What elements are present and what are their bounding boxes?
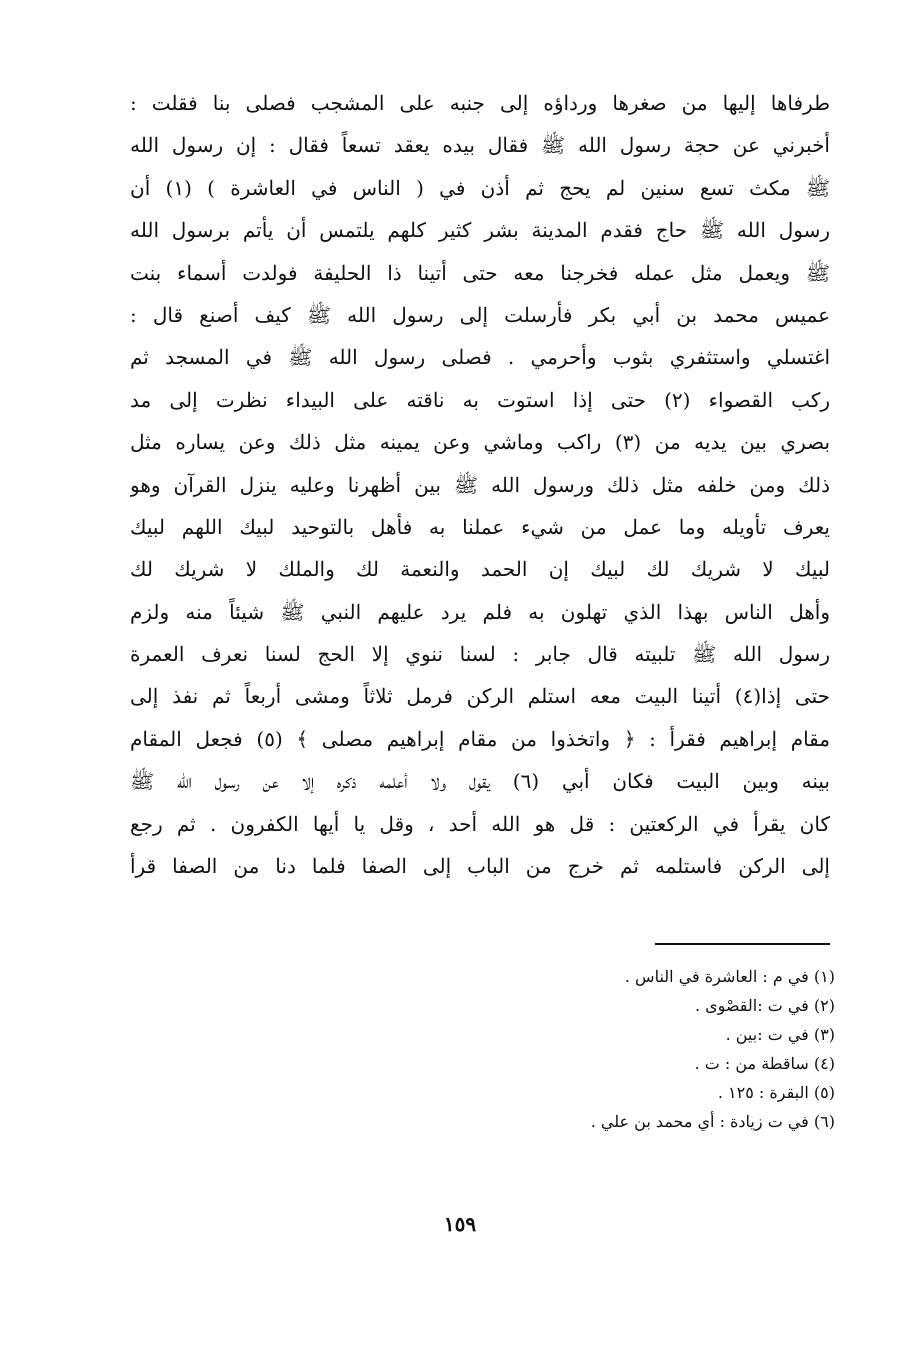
text-line: عميس محمد بن أبي بكر فأرسلت إلى رسول الله ﷺ كيف أصنع قال : — [130, 302, 830, 327]
footnotes — [300, 962, 835, 1136]
text-line: بينه وبين البيت فكان أبي (٦) يقول ولا أعلمه ذكره إلا عن رسول الله ﷺ — [130, 769, 830, 794]
text-line: طرفاها إليها من صغرها ورداؤه إلى جنبه على المشجب فصلى بنا فقلت : — [130, 91, 830, 115]
text-line: مقام إبراهيم فقرأ : ﴿ واتخذوا من مقام إبراهيم مصلى ﴾ (٥) فجعل المقام — [130, 726, 830, 751]
footnote: (٢) في ت :القصْوى . — [694, 996, 835, 1015]
footnote: (٣) في ت :بين . — [725, 1025, 835, 1044]
text-line: يعرف تأويله وما عمل من شيء عملنا به فأهل بالتوحيد لبيك اللهم لبيك — [130, 514, 830, 539]
text-line: حتى إذا(٤) أتينا البيت معه استلم الركن فرمل ثلاثاً ومشى أربعاً ثم نفذ إلى — [130, 684, 830, 709]
footnote: (٦) في ت زيادة : أي محمد بن علي . — [590, 1112, 835, 1131]
text-line: بصري بين يديه من (٣) راكب وماشي وعن يمينه مثل ذلك وعن يساره مثل — [130, 430, 830, 455]
text-line: اغتسلي واستثفري بثوب وأحرمي . فصلى رسول الله ﷺ في المسجد ثم — [130, 345, 830, 370]
text-line: ﷺ مكث تسع سنين لم يحج ثم أذن في ( الناس في العاشرة ) (١) أن — [130, 175, 830, 200]
page-number: ١٥٩ — [443, 1212, 477, 1236]
main-text — [130, 82, 830, 887]
text-line: رسول الله ﷺ حاج فقدم المدينة بشر كثير كلهم يلتمس أن يأتم برسول الله — [130, 218, 830, 243]
text-line: كان يقرأ في الركعتين : قل هو الله أحد ، وقل يا أيها الكفرون . ثم رجع — [130, 811, 830, 836]
text-line: ذلك ومن خلفه مثل ذلك ورسول الله ﷺ بين أظهرنا وعليه ينزل القرآن وهو — [130, 472, 830, 497]
text-line: ركب القصواء (٢) حتى إذا استوت به ناقته على البيداء نظرت إلى مد — [130, 387, 830, 412]
footnote: (١) في م : العاشرة في الناس . — [624, 967, 835, 986]
text-line: ﷺ ويعمل مثل عمله فخرجنا معه حتى أتينا ذا الحليفة فولدت أسماء بنت — [130, 260, 830, 285]
text-line: إلى الركن فاستلمه ثم خرج من الباب إلى الصفا فلما دنا من الصفا قرأ — [130, 854, 830, 879]
footnote: (٥) البقرة : ١٢٥ . — [717, 1083, 835, 1102]
text-line: رسول الله ﷺ تلبيته قال جابر : لسنا ننوي إلا الحج لسنا نعرف العمرة — [130, 642, 830, 667]
text-line: أخبرني عن حجة رسول الله ﷺ فقال بيده يعقد تسعاً فقال : إن رسول الله — [130, 133, 830, 158]
text-line: وأهل الناس بهذا الذي تهلون به فلم يرد عليهم النبي ﷺ شيئاً منه ولزم — [130, 599, 830, 624]
footnote-divider — [655, 943, 830, 945]
text-line: لبيك لا شريك لك لبيك إن الحمد والنعمة لك والملك لا شريك لك — [130, 557, 830, 582]
footnote: (٤) ساقطة من : ت . — [694, 1054, 835, 1073]
